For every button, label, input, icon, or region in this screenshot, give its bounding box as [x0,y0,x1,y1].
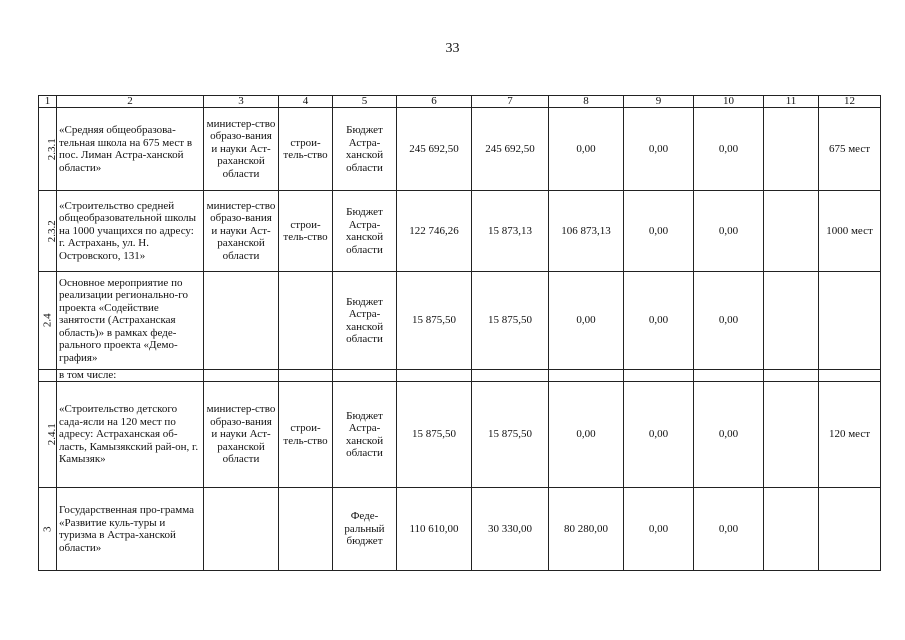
col-6-value [397,370,472,382]
col-9-value: 0,00 [624,191,694,272]
col-7-value: 15 875,50 [472,272,549,370]
header-cell: 7 [472,96,549,108]
header-cell: 1 [39,96,57,108]
row-number [39,370,57,382]
col-9-value: 0,00 [624,382,694,488]
item-name: «Строительство детского сада-ясли на 120 мест по адресу: Астраханская об-ласть, Камызякский рай-он, г. Камызяк» [57,382,204,488]
work-type [279,272,333,370]
header-cell: 2 [57,96,204,108]
item-name: в том числе: [57,370,204,382]
work-type: строи-тель-ство [279,108,333,191]
executor [204,272,279,370]
header-cell: 8 [549,96,624,108]
executor: министер-ство образо-вания и науки Аст-раханской области [204,382,279,488]
col-6-value: 245 692,50 [397,108,472,191]
header-cell: 9 [624,96,694,108]
capacity [819,272,881,370]
col-11-value [764,272,819,370]
col-10-value: 0,00 [694,191,764,272]
budget-table [38,95,881,571]
capacity: 120 мест [819,382,881,488]
funding-source: Бюджет Астра-ханской области [333,108,397,191]
funding-source: Бюджет Астра-ханской области [333,382,397,488]
header-cell: 12 [819,96,881,108]
capacity [819,488,881,571]
capacity [819,370,881,382]
header-row [39,96,881,108]
col-8-value: 0,00 [549,272,624,370]
table-row [39,272,881,370]
row-number: 2.4 [39,272,57,370]
executor: министер-ство образо-вания и науки Аст-раханской области [204,191,279,272]
table-row [39,108,881,191]
col-7-value: 245 692,50 [472,108,549,191]
header-cell: 3 [204,96,279,108]
work-type: строи-тель-ство [279,382,333,488]
col-7-value: 15 875,50 [472,382,549,488]
col-10-value: 0,00 [694,272,764,370]
col-8-value: 80 280,00 [549,488,624,571]
funding-source: Бюджет Астра-ханской области [333,191,397,272]
col-9-value: 0,00 [624,108,694,191]
col-6-value: 110 610,00 [397,488,472,571]
col-11-value [764,108,819,191]
work-type [279,488,333,571]
item-name: Основное мероприятие по реализации регионально-го проекта «Содействие занятости (Астраханская область)» в рамках феде-рального проекта «Демо-графия» [57,272,204,370]
col-8-value: 0,00 [549,108,624,191]
col-10-value: 0,00 [694,488,764,571]
header-cell: 4 [279,96,333,108]
header-cell: 11 [764,96,819,108]
header-cell: 6 [397,96,472,108]
col-11-value [764,191,819,272]
col-11-value [764,488,819,571]
table-row [39,488,881,571]
col-6-value: 122 746,26 [397,191,472,272]
item-name: «Строительство средней общеобразовательной школы на 1000 учащихся по адресу: г. Астрахань, ул. Н. Островского, 131» [57,191,204,272]
executor: министер-ство образо-вания и науки Аст-раханской области [204,108,279,191]
funding-source [333,370,397,382]
item-name: Государственная про-грамма «Развитие куль-туры и туризма в Астра-ханской области» [57,488,204,571]
row-number: 2.4.1 [39,382,57,488]
header-cell: 5 [333,96,397,108]
col-10-value [694,370,764,382]
row-number: 3 [39,488,57,571]
col-8-value [549,370,624,382]
col-11-value [764,370,819,382]
col-9-value: 0,00 [624,488,694,571]
col-6-value: 15 875,50 [397,272,472,370]
col-7-value: 15 873,13 [472,191,549,272]
col-7-value: 30 330,00 [472,488,549,571]
col-9-value: 0,00 [624,272,694,370]
table-row [39,191,881,272]
col-7-value [472,370,549,382]
col-6-value: 15 875,50 [397,382,472,488]
col-9-value [624,370,694,382]
work-type: строи-тель-ство [279,191,333,272]
row-number: 2.3.1 [39,108,57,191]
funding-source: Бюджет Астра-ханской области [333,272,397,370]
executor [204,370,279,382]
col-8-value: 0,00 [549,382,624,488]
col-8-value: 106 873,13 [549,191,624,272]
funding-source: Феде-ральный бюджет [333,488,397,571]
col-11-value [764,382,819,488]
work-type [279,370,333,382]
table-row [39,370,881,382]
table-row [39,382,881,488]
item-name: «Средняя общеобразова-тельная школа на 675 мест в пос. Лиман Астра-ханской области» [57,108,204,191]
capacity: 1000 мест [819,191,881,272]
header-cell: 10 [694,96,764,108]
col-10-value: 0,00 [694,108,764,191]
page-number: 33 [445,41,460,56]
capacity: 675 мест [819,108,881,191]
row-number: 2.3.2 [39,191,57,272]
col-10-value: 0,00 [694,382,764,488]
executor [204,488,279,571]
